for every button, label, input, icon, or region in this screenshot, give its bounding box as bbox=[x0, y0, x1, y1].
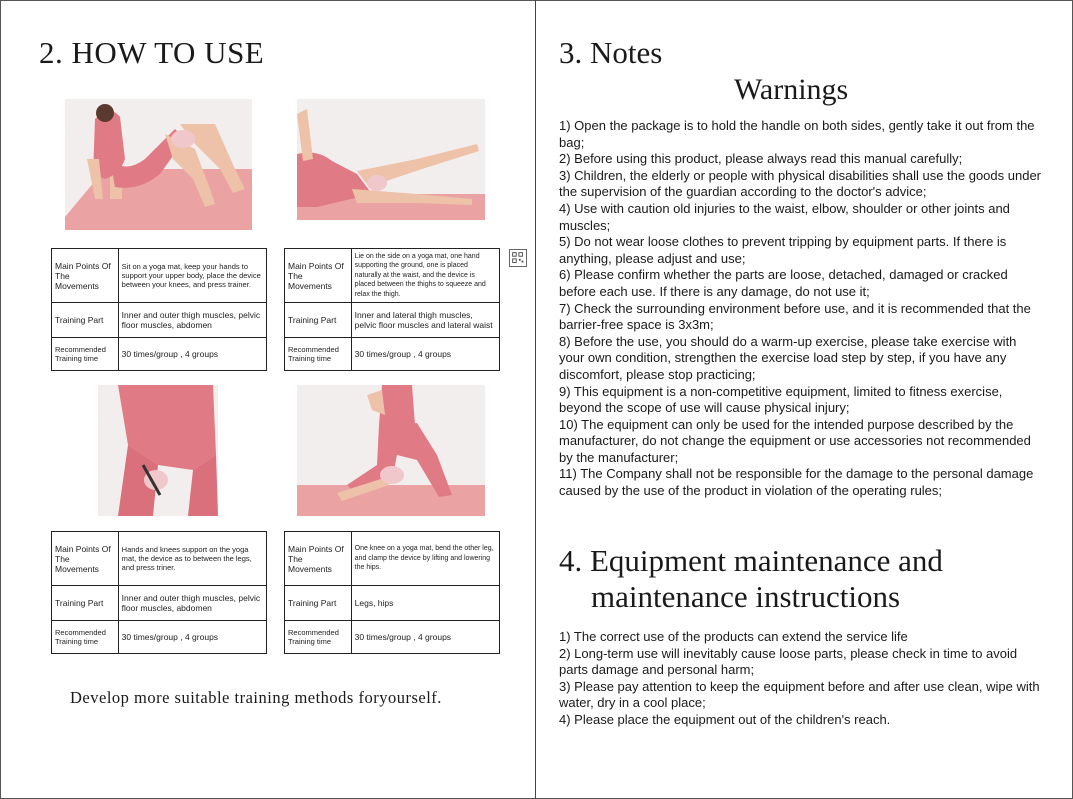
training-part-value: Inner and lateral thigh muscles, pelvic floor muscles and lateral waist bbox=[351, 303, 499, 338]
main-points-value: Sit on a yoga mat, keep your hands to support your upper body, place the device between your knees, and press trainer. bbox=[118, 249, 266, 303]
main-points-label: Main Points Of The Movements bbox=[285, 249, 352, 303]
maintenance-title-line2: maintenance instructions bbox=[591, 579, 901, 614]
movement-table-lunge bbox=[284, 531, 500, 654]
training-part-value: Inner and outer thigh muscles, pelvic floor muscles, abdomen bbox=[118, 586, 266, 621]
main-points-value: One knee on a yoga mat, bend the other leg, and clamp the device by lifting and lowering the hips. bbox=[351, 532, 499, 586]
warning-item: 6) Please confirm whether the parts are loose, detached, damaged or cracked before each use. If there is any damage, do not use it; bbox=[559, 267, 1008, 299]
warning-item: 11) The Company shall not be responsible for the damage to the personal damage caused by the use of the product in violation of the operating rules; bbox=[559, 466, 1034, 499]
training-time-value: 30 times/group , 4 groups bbox=[118, 621, 266, 654]
training-time-value: 30 times/group , 4 groups bbox=[351, 621, 499, 654]
training-part-label: Training Part bbox=[52, 303, 119, 338]
training-time-label: Recommended Training time bbox=[52, 338, 119, 371]
training-time-label: Recommended Training time bbox=[285, 338, 352, 371]
develop-methods-text: Develop more suitable training methods foryourself. bbox=[70, 688, 442, 707]
exercise-photo-side-lying bbox=[297, 99, 485, 220]
main-points-value: Lie on the side on a yoga mat, one hand supporting the ground, one is placed naturally at the waist, and the device is placed between the thighs to squeeze and relax the thigh. bbox=[351, 249, 499, 303]
maintenance-item: 4) Please place the equipment out of the children's reach. bbox=[559, 711, 891, 727]
maintenance-item: 2) Long-term use will inevitably cause loose parts, please check in time to avoid parts damage and personal harm; bbox=[559, 645, 1018, 678]
movement-table-seated bbox=[51, 248, 267, 371]
maintenance-list bbox=[559, 629, 1043, 729]
warning-item: 8) Before the use, you should do a warm-up exercise, please take exercise with your own condition, strengthen the exercise load step by step, if you have any discomfort, please stop practicing; bbox=[559, 333, 1017, 382]
exercise-photo-seated bbox=[65, 99, 252, 230]
maintenance-title bbox=[559, 543, 1039, 615]
exercise-photo-lunge bbox=[297, 385, 485, 516]
warnings-title: Warnings bbox=[734, 73, 849, 106]
warning-item: 4) Use with caution old injuries to the waist, elbow, shoulder or other joints and muscles; bbox=[559, 200, 1010, 233]
training-part-label: Training Part bbox=[285, 303, 352, 338]
training-time-value: 30 times/group , 4 groups bbox=[351, 338, 499, 371]
maintenance-title-line1: 4. Equipment maintenance and bbox=[559, 543, 943, 578]
maintenance-item: 1) The correct use of the products can extend the service life bbox=[559, 629, 908, 644]
warning-item: 7) Check the surrounding environment before use, and it is recommended that the barrier-free space is 3x3m; bbox=[559, 300, 1031, 333]
training-time-label: Recommended Training time bbox=[285, 621, 352, 654]
main-points-value: Hands and knees support on the yoga mat, the device as to between the legs, and press triner. bbox=[118, 532, 266, 586]
page-divider bbox=[535, 0, 536, 799]
warning-item: 5) Do not wear loose clothes to prevent tripping by equipment parts. If there is anything, please adjust and use; bbox=[559, 234, 1007, 266]
exercise-photo-kneeling bbox=[98, 385, 218, 516]
training-part-label: Training Part bbox=[52, 586, 119, 621]
how-to-use-title: 2. HOW TO USE bbox=[39, 35, 265, 70]
notes-title: 3. Notes bbox=[559, 35, 663, 70]
training-part-label: Training Part bbox=[285, 586, 352, 621]
warning-item: 9) This equipment is a non-competitive equipment, limited to fitness exercise, beyond the scope of use will cause physical injury; bbox=[559, 383, 1003, 416]
warning-item: 10) The equipment can only be used for the intended purpose described by the manufacturer, do not change the equipment or use accessories not recommended by the manufacturer; bbox=[559, 416, 1031, 465]
training-time-value: 30 times/group , 4 groups bbox=[118, 338, 266, 371]
movement-table-side-lying bbox=[284, 248, 500, 371]
main-points-label: Main Points Of The Movements bbox=[52, 249, 119, 303]
training-time-label: Recommended Training time bbox=[52, 621, 119, 654]
maintenance-item: 3) Please pay attention to keep the equipment before and after use clean, wipe with water, dry in a cool place; bbox=[559, 678, 1040, 711]
main-points-label: Main Points Of The Movements bbox=[52, 532, 119, 586]
main-points-label: Main Points Of The Movements bbox=[285, 532, 352, 586]
training-part-value: Inner and outer thigh muscles, pelvic floor muscles, abdomen bbox=[118, 303, 266, 338]
warning-item: 3) Children, the elderly or people with physical disabilities shall use the goods under the supervision of the guardian according to the doctor's advice; bbox=[559, 167, 1041, 200]
qr-code-icon bbox=[509, 249, 527, 267]
warning-item: 1) Open the package is to hold the handle on both sides, gently take it out from the bag; bbox=[559, 118, 1035, 150]
movement-table-kneeling bbox=[51, 531, 267, 654]
warnings-list bbox=[559, 118, 1043, 500]
warning-item: 2) Before using this product, please always read this manual carefully; bbox=[559, 151, 963, 167]
training-part-value: Legs, hips bbox=[351, 586, 499, 621]
